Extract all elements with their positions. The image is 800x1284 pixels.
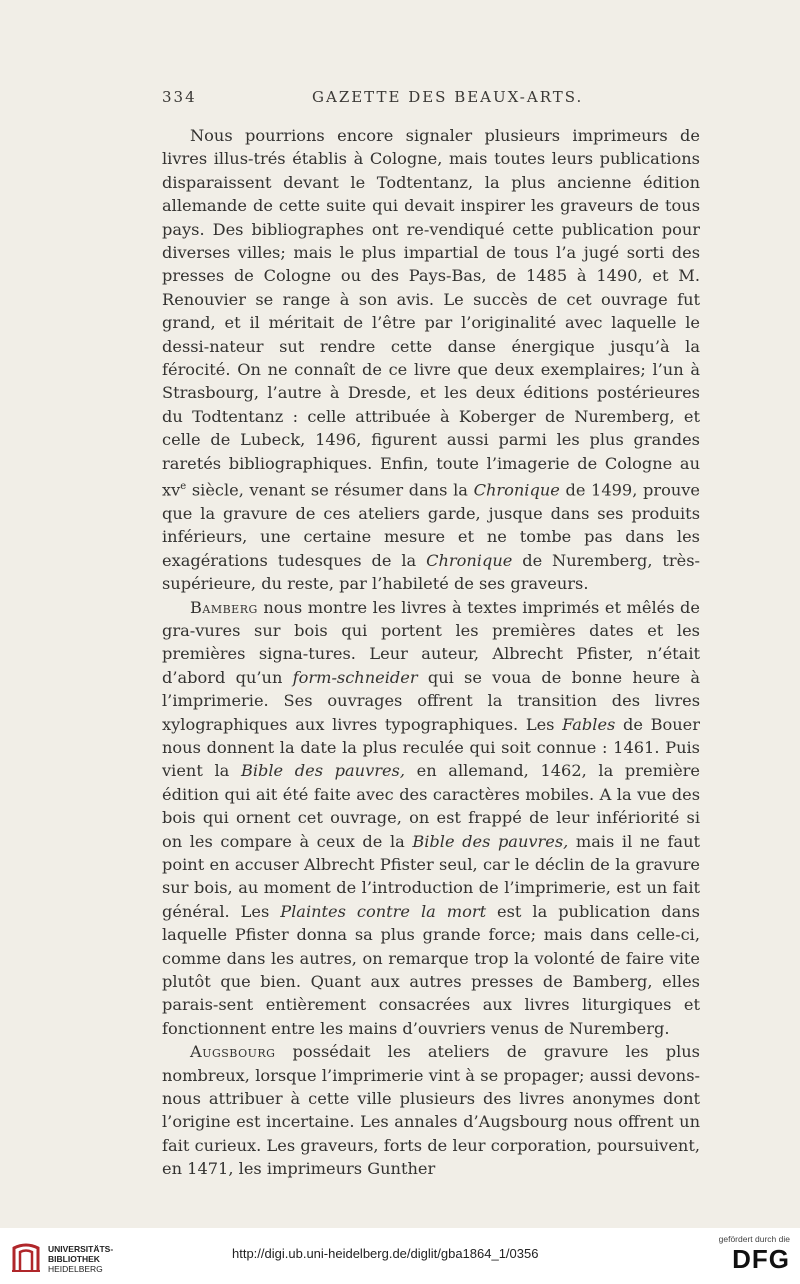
paragraph-bamberg — [162, 596, 700, 1041]
text-run: possédait les ateliers de gravure les plus nombreux, lorsque l’imprimerie vint à se propager; aussi devons-nous attribuer à cette ville plusieurs des livres anonymes dont l’origine est incertaine. Les annales d’Augsbourg nous offrent un fait curieux. Les graveurs, forts de leur corporation, poursuivent, en 1471, les imprimeurs Gunther — [162, 1042, 700, 1179]
text-run: mais il ne faut point en accuser Albrecht Pfister seul, car le déclin de la gravure sur bois, au moment de l’introduction de l’imprimerie, est un fait général. Les — [162, 831, 700, 921]
italic-title: Bible des pauvres, — [240, 761, 406, 781]
small-caps-place: Augsbourg — [190, 1042, 276, 1062]
permalink-url[interactable]: http://digi.ub.uni-heidelberg.de/diglit/gba1864_1/0356 — [232, 1246, 539, 1261]
small-caps-place: Bamberg — [190, 597, 258, 617]
logo-text — [48, 1244, 113, 1274]
text-run: de Nuremberg, très-supérieure, du reste, par l’habileté de ses graveurs. — [162, 550, 700, 594]
body-text — [162, 124, 700, 1181]
text-run: qui se voua de bonne heure à l’imprimerie. Ses ouvrages offrent la transition des livres xylographiques aux livres typographiques. Les — [162, 667, 700, 734]
library-logo-icon — [10, 1240, 42, 1274]
footer-bar — [0, 1228, 800, 1284]
text-run: est la publication dans laquelle Pfister donna sa plus grande force; mais dans celle-ci, comme dans les autres, on remarque trop la volonté de faire vite plutôt que bien. Quant aux autres presses de Bamberg, elles parais-sent entièrement consacrées aux livres liturgiques et fonctionnent entre les mains d’ouvriers venus de Nuremberg. — [162, 901, 700, 1038]
logo-line: UNIVERSITÄTS- — [48, 1244, 114, 1254]
text-run: Nous pourrions encore signaler plusieurs imprimeurs de livres illus-trés établis à Cologne, mais toutes leurs publications disparaissent devant le Todtentanz, la plus ancienne édition allemande de cette suite qui devait inspirer les graveurs de tous pays. Des bibliographes ont re-vendiqué cette publication pour diverses villes; mais le plus impartial de tous l’a jugé sorti des presses de Cologne ou des Pays-Bas, de 1485 à 1490, et M. Renouvier se range à son avis. Le succès de cet ouvrage fut grand, et il méritait de l’être par l’originalité avec laquelle le dessi-nateur sut rendre cette danse énergique jusqu’à la férocité. On ne connaît de ce livre que deux exemplaires; l’un à Strasbourg, l’autre à Dresde, et les deux éditions postérieures du Todtentanz : celle attribuée à Koberger de Nuremberg, et celle de Lubeck, 1496, figurent aussi parmi les plus grandes raretés bibliographiques. Enfin, toute l’imagerie de Cologne au xv — [162, 126, 700, 500]
italic-term: form-schneider — [292, 667, 418, 687]
logo-line: HEIDELBERG — [48, 1264, 103, 1274]
text-run: nous montre les livres à textes imprimés et mêlés de gra-vures sur bois qui portent les premières dates et les premières signa-tures. Leur auteur, Albrecht Pfister, n’était d’abord qu’un — [162, 597, 700, 687]
text-run: en allemand, 1462, la première édition qui ait été faite avec des caractères mobiles. A la vue des bois qui ornent cet ouvrage, on est frappé de leur infériorité si on les compare à ceux de la — [162, 761, 700, 851]
logo-line: BIBLIOTHEK — [48, 1254, 100, 1264]
superscript: e — [180, 481, 187, 493]
running-title: GAZETTE DES BEAUX-ARTS. — [312, 88, 584, 106]
italic-title: Chronique — [426, 550, 513, 570]
italic-title: Fables — [562, 714, 616, 734]
text-run: de 1499, prouve que la gravure de ces ateliers garde, jusque dans ses produits inférieurs, une certaine mesure et ne tombe pas dans les exagérations tudesques de la — [162, 480, 700, 570]
dfg-logo: DFG — [732, 1244, 790, 1274]
ub-heidelberg-logo[interactable] — [10, 1238, 150, 1278]
page-number: 334 — [162, 88, 197, 106]
italic-title: Plaintes contre la mort — [280, 901, 487, 921]
italic-title: Bible des pauvres, — [412, 831, 569, 851]
funded-by-label: gefördert durch die — [718, 1234, 790, 1244]
text-run: de Bouer nous donnent la date la plus reculée qui soit connue : 1461. Puis vient la — [162, 714, 700, 781]
text-run: siècle, venant se résumer dans la — [186, 480, 474, 500]
italic-title: Chronique — [473, 480, 560, 500]
paragraph-todtentanz — [162, 124, 700, 596]
dfg-funding[interactable] — [690, 1234, 790, 1274]
paragraph-augsbourg — [162, 1040, 700, 1180]
